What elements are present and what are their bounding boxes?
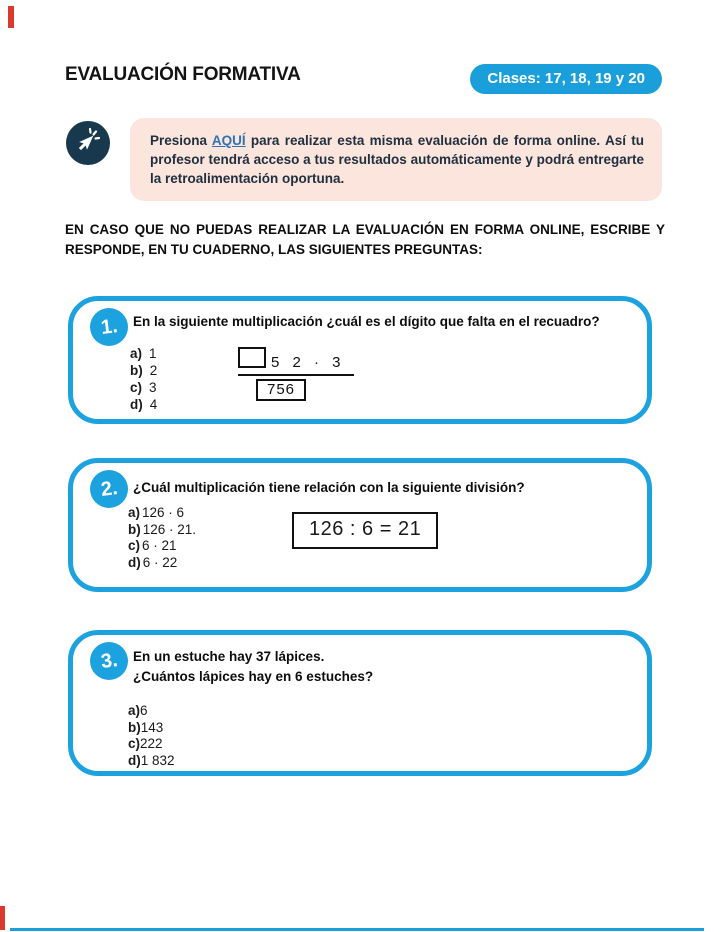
question-2-options <box>128 505 196 571</box>
option-letter: b) <box>130 363 143 378</box>
option-value: 1 832 <box>140 752 175 768</box>
option-value: 222 <box>140 736 163 751</box>
option-letter: d) <box>128 752 141 768</box>
question-2-text: ¿Cuál multiplicación tiene relación con la siguiente división? <box>133 480 525 495</box>
callout-text <box>150 131 644 188</box>
option-d <box>128 555 196 572</box>
option-letter: c) <box>128 538 141 553</box>
offline-instructions: EN CASO QUE NO PUEDAS REALIZAR LA EVALUACIÓN EN FORMA ONLINE, ESCRIBE Y RESPONDE, EN TU CUADERNO, LAS SIGUIENTES PREGUNTAS: <box>65 222 665 257</box>
option-letter: c) <box>130 380 143 395</box>
callout-prefix: Presiona <box>150 133 208 148</box>
option-value: 143 <box>140 719 164 735</box>
option-a <box>128 703 175 720</box>
question-1-number-badge <box>90 308 128 346</box>
option-a <box>128 505 196 522</box>
option-b <box>128 522 196 539</box>
option-value: 1 <box>149 346 157 361</box>
online-evaluation-callout <box>130 118 662 201</box>
question-card-2 <box>68 458 652 592</box>
option-letter: b) <box>128 521 141 537</box>
option-letter: a) <box>128 505 141 520</box>
question-3-number: 3. <box>99 648 119 673</box>
callout-suffix: para realizar esta misma evaluación de forma online. Así tu profesor tendrá acceso a tus resultados automáticamente y podrá entregarte la retroalimentación oportuna. <box>150 133 645 186</box>
multiplication-figure <box>238 347 354 401</box>
option-letter: d) <box>130 397 143 412</box>
question-1-number: 1. <box>99 314 119 339</box>
multiplication-product-box: 756 <box>256 379 306 401</box>
question-2-number-badge <box>90 470 128 508</box>
option-value: 2 <box>149 363 158 378</box>
option-value: 126 · 21. <box>142 521 197 537</box>
option-c <box>130 379 157 396</box>
option-d <box>130 396 157 413</box>
cursor-click-icon <box>73 126 103 161</box>
option-d <box>128 753 175 770</box>
red-corner-mark-top <box>8 6 14 28</box>
option-a <box>130 345 157 362</box>
option-value: 6 <box>140 703 148 718</box>
option-c <box>128 736 175 753</box>
option-value: 126 · 6 <box>142 505 185 520</box>
red-corner-mark-bottom <box>0 906 5 930</box>
option-letter: c) <box>128 736 141 751</box>
question-card-1 <box>68 296 652 424</box>
question-3-number-badge <box>90 642 128 680</box>
option-value: 6 · 22 <box>142 554 178 570</box>
question-3-line-1: En un estuche hay 37 lápices. <box>133 649 325 664</box>
classes-badge: Clases: 17, 18, 19 y 20 <box>470 64 662 94</box>
multiplication-factors: 5 2 · 3 <box>271 354 343 371</box>
question-1-options <box>130 345 157 413</box>
option-b <box>130 362 157 379</box>
click-icon-badge <box>66 121 110 165</box>
question-3-text <box>133 647 373 687</box>
question-3-options <box>128 703 175 769</box>
page-title: EVALUACIÓN FORMATIVA <box>65 64 301 85</box>
option-letter: a) <box>128 703 141 718</box>
question-card-3 <box>68 630 652 776</box>
footer-accent-line <box>10 928 704 931</box>
option-letter: d) <box>128 554 141 570</box>
option-b <box>128 720 175 737</box>
online-evaluation-link[interactable]: AQUÍ <box>211 133 246 148</box>
option-value: 6 · 21 <box>142 538 177 553</box>
question-3-line-2: ¿Cuántos lápices hay en 6 estuches? <box>133 669 374 684</box>
division-expression-box: 126 : 6 = 21 <box>292 512 438 549</box>
option-letter: a) <box>130 346 143 361</box>
option-letter: b) <box>128 719 141 735</box>
missing-digit-box <box>238 347 266 368</box>
question-2-number: 2. <box>99 476 119 501</box>
option-c <box>128 538 196 555</box>
multiplication-expression <box>238 347 354 376</box>
question-1-text: En la siguiente multiplicación ¿cuál es el dígito que falta en el recuadro? <box>133 314 600 329</box>
option-value: 4 <box>149 397 158 412</box>
option-value: 3 <box>149 380 157 395</box>
